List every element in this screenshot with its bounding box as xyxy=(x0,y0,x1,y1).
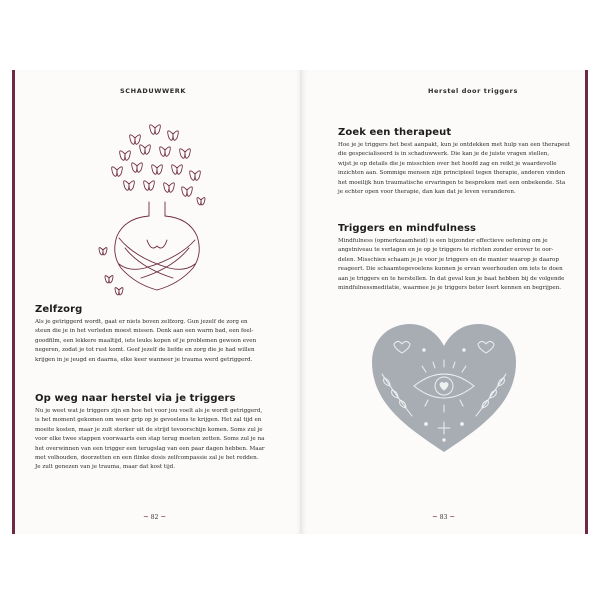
text-line: Nu je weet wat je triggers zijn en hoe het voor jou voelt als je wordt getriggerd, xyxy=(35,408,263,414)
heading-zoek-een-therapeut: Zoek een therapeut xyxy=(338,127,452,138)
text-line: Mindfulness (opmerkzaamheid) is een bijzonder effectieve oefening om je xyxy=(338,238,548,244)
text-line: Als je getriggerd wordt, gaat er niets boven zelfzorg. Gun jezelf de zorg en xyxy=(35,319,248,325)
butterfly-woman-illustration xyxy=(95,118,220,298)
text-line: negeren, zodat je tot rust komt. Geef jezelf de liefde en zorg die je had willen xyxy=(35,347,255,354)
page-number-right: ~ 83 ~ xyxy=(432,513,456,521)
text-line: inzichten aan. Sommige mensen zijn principieel tegen therapie, anderen vinden xyxy=(338,170,566,177)
flourish-icon: ~ xyxy=(449,513,456,521)
text-line: goodfilm, een lekkere maaltijd, iets leuks kopen of je problemen gewoon even xyxy=(35,337,257,344)
text-line: het overwinnen van een trigger een terugslag van een paar dagen hebben. Maar xyxy=(35,445,265,452)
text-line: wijst je op details die je misschien over het hoofd zag en reikt je waardevolle xyxy=(338,160,557,167)
text-line: is het moment gekomen om weer grip op je gevoelens te krijgen. Het zal tijd en xyxy=(35,417,262,424)
page-number-left: ~ 82 ~ xyxy=(143,513,167,521)
text-line: moeite kosten, maar je zult sterker uit de strijd tevoorschijn komen. Soms zul je xyxy=(35,426,263,433)
text-line: het moeilijk hun traumatische ervaringen te bespreken met een onbekende. Sta xyxy=(338,179,566,186)
heading-triggers-en-mindfulness: Triggers en mindfulness xyxy=(338,223,477,234)
paragraph-op-weg-naar-herstel xyxy=(35,407,291,473)
paragraph-zelfzorg xyxy=(35,318,291,365)
text-line: aan je triggers en te herstellen. In dat geval kun je baat hebben bij de volgende xyxy=(338,275,565,282)
text-line: steun die je in het verleden moest missen. Denk aan een warm bad, een feel- xyxy=(35,328,254,335)
flourish-icon: ~ xyxy=(432,513,438,521)
flourish-icon: ~ xyxy=(160,513,167,521)
left-page xyxy=(12,70,303,534)
text-line: reageert. Die schaamtegevoelens kunnen je ervan weerhouden om iets te doen xyxy=(338,266,563,273)
paragraph-zoek-een-therapeut xyxy=(338,141,578,197)
running-head-right: Herstel door triggers xyxy=(428,87,518,95)
text-line: je echter open voor therapie, dan kan dat je leven veranderen. xyxy=(338,189,516,196)
text-line: Je zult genezen van je trauma, maar dat kost tijd. xyxy=(35,464,176,471)
paragraph-triggers-en-mindfulness xyxy=(338,237,578,293)
text-line: Hoe je je triggers het best aanpakt, kun je ontdekken met hulp van een therapeut xyxy=(338,142,571,148)
text-line: met volhouden, doorzetten en een flinke dosis zelfcompassie zal je het redden. xyxy=(35,455,259,462)
heading-op-weg-naar-herstel: Op weg naar herstel via je triggers xyxy=(35,393,236,404)
flourish-icon: ~ xyxy=(143,513,149,521)
text-line: die gespecialiseerd is in schaduwwerk. Die kan je de juiste vragen stellen, xyxy=(338,151,550,158)
right-page xyxy=(300,70,588,534)
heading-zelfzorg: Zelfzorg xyxy=(35,304,83,315)
running-head-left: SCHADUWWERK xyxy=(120,87,187,95)
book-spread xyxy=(12,70,588,534)
text-line: voor elke twee stappen voorwaarts een stap terug moeten zetten. Soms zul je na xyxy=(35,436,265,443)
text-line: delen. Misschien schaam je je voor je triggers en de manier waarop je daarop xyxy=(338,256,560,263)
heart-eye-illustration xyxy=(368,320,520,460)
text-line: krijgen in je jeugd en daarna, elke keer wanneer je trauma werd getriggerd. xyxy=(35,356,253,363)
text-line: angstniveau te verlagen en je op je triggers te richten zonder erover te oor- xyxy=(338,247,554,254)
text-line: mindfulnessmeditatie, waarmee je je triggers beter leert kennen en begrijpen. xyxy=(338,285,562,292)
